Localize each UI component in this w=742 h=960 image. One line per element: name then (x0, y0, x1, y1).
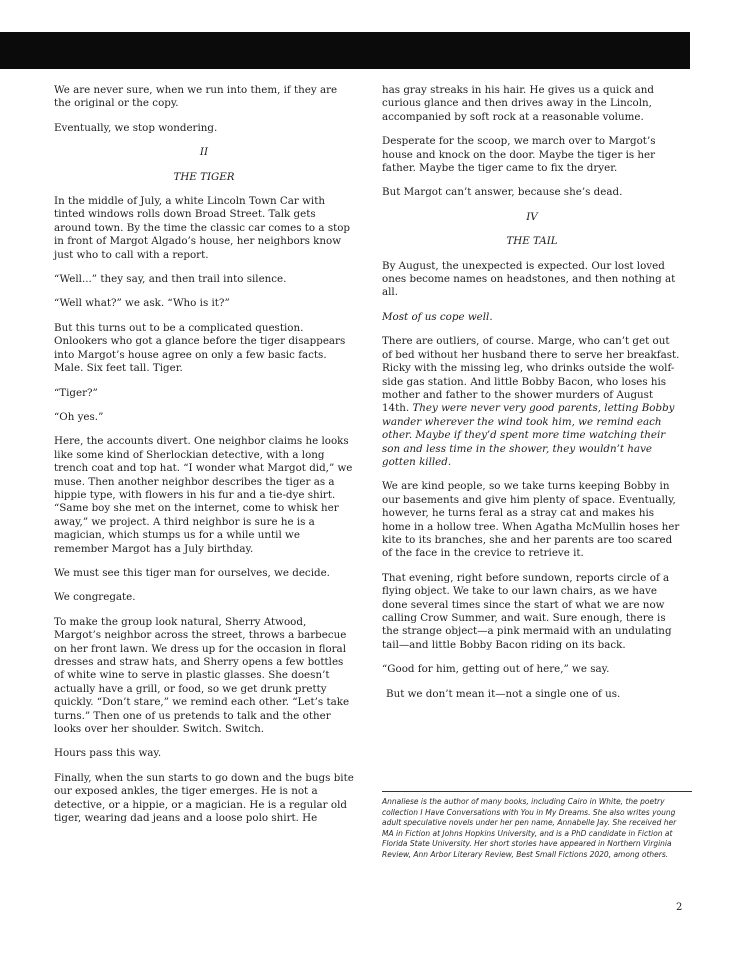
paragraph: Desperate for the scoop, we march over to Margot’s house and knock on the door. Maybe the tiger is her father. Maybe the tiger came to fix the dryer. (382, 135, 656, 175)
paragraph: But we don’t mean it—not a single one of us. (386, 687, 621, 700)
paragraph: We are kind people, so we take turns keeping Bobby in our basements and give him plenty of space. Eventually, however, he turns feral as a stray cat and makes his home in a hollow tree. When Agatha McMullin hoses her kite to its branches, she and her parents are too scared of the face in the crevice to retrieve it. (382, 480, 680, 560)
paragraph: Here, the accounts divert. One neighbor claims he looks like some kind of Sherlockian detective, with a long trench coat and top hat. “I wonder what Margot did,” we muse. Then another neighbor describes the tiger as a hippie type, with flowers in his fur and a tie-dye shirt. “Same boy she met on the internet, come to whisk her away,” we project. A third neighbor is sure he is a magician, which stumps us for a while until we remember Margot has a July birthday. (54, 435, 353, 555)
paragraph: has gray streaks in his hair. He gives us a quick and curious glance and then drives away in the Lincoln, accompanied by soft rock at a reasonable volume. (382, 84, 654, 123)
paragraph: “Well what?” we ask. “Who is it?” (54, 297, 230, 310)
paragraph: But Margot can’t answer, because she’s dead. (382, 186, 623, 199)
paragraph: “Oh yes.” (54, 410, 104, 423)
footnote-divider (382, 791, 692, 792)
author-bio-footnote: Annaliese is the author of many books, including Cairo in White, the poetry collection I Have Conversations with You in My Dreams. She also writes young adult speculative novels under her pen name, Annabelle Jay. She received her MA in Fiction at Johns Hopkins University, and is a PhD candidate in Fiction at Florida State University. Her short stories have appeared in Northern Virginia Review, Ann Arbor Literary Review, Best Small Fictions 2020, among others. (382, 797, 677, 859)
paragraph: Eventually, we stop wondering. (54, 121, 218, 134)
paragraph: By August, the unexpected is expected. Our lost loved ones become names on headstones, and then nothing at all. (382, 259, 676, 299)
paragraph: In the middle of July, a white Lincoln Town Car with tinted windows rolls down Broad Street. Talk gets around town. By the time the classic car comes to a stop in front of Margot Algado’s house, her neighbors know just who to call with a report. (54, 195, 351, 261)
paragraph: That evening, right before sundown, reports circle of a flying object. We take to our lawn chairs, as we have done several times since the start of what we are now calling Crow Summer, and wait. Sure enough, there is the strange object—a pink mermaid with an undulating tail—and little Bobby Bacon riding on its back. (382, 571, 672, 651)
paragraph: Most of us cope well. (382, 310, 493, 323)
paragraph: We are never sure, when we run into them, if they are the original or the copy. (54, 84, 338, 110)
paragraph: “Tiger?” (54, 386, 98, 399)
paragraph: We must see this tiger man for ourselves, we decide. (54, 566, 330, 579)
right-column (382, 84, 682, 712)
paragraph: To make the group look natural, Sherry Atwood, Margot’s neighbor across the street, throws a barbecue on her front lawn. We dress up for the occasion in floral dresses and straw hats, and Sherry opens a few bottles of white wine to serve in plastic glasses. She doesn’t actually have a grill, or food, so we get drunk pretty quickly. “Don’t stare,” we remind each other. “Let’s take turns.” Then one of us pretends to talk and the other looks over her shoulder. Switch. Switch. (54, 615, 350, 736)
paragraph: But this turns out to be a complicated question. Onlookers who got a glance before the tiger disappears into Margot’s house agree on only a few basic facts. Male. Six feet tall. Tiger. (54, 321, 346, 375)
paragraph: We congregate. (54, 591, 136, 604)
paragraph-text: There are outliers, of course. Marge, who can’t get out of bed without her husband there to serve her breakfast. Ricky with the missing leg, who drinks outside the wolf-side gas station. And little Bobby Bacon, who loses his mother and father to the shower murders of August 14th. (382, 335, 680, 415)
paragraph: Hours pass this way. (54, 747, 162, 760)
section-title: THE TIGER (173, 170, 235, 183)
section-title: THE TAIL (506, 235, 558, 248)
paragraph: Finally, when the sun starts to go down and the bugs bite our exposed ankles, the tiger emerges. He is not a detective, or a hippie, or a magician. He is a regular old tiger, wearing dad jeans and a loose polo shirt. He (54, 771, 354, 825)
paragraph: “Good for him, getting out of here,” we say. (382, 663, 610, 676)
page-number: 2 (676, 902, 683, 913)
paragraph: “Well...” they say, and then trail into silence. (54, 273, 287, 286)
paragraph-italic-text: They were never very good parents, letting Bobby wander wherever the wind took him, we remind each other. Maybe if they’d spent more time watching their son and less time in the shower, they wouldn’t have gotten killed. (382, 402, 675, 468)
left-column (54, 84, 354, 836)
section-number: IV (526, 210, 538, 223)
header-bar (0, 32, 690, 69)
paragraph (382, 335, 682, 469)
section-number: II (199, 146, 209, 159)
